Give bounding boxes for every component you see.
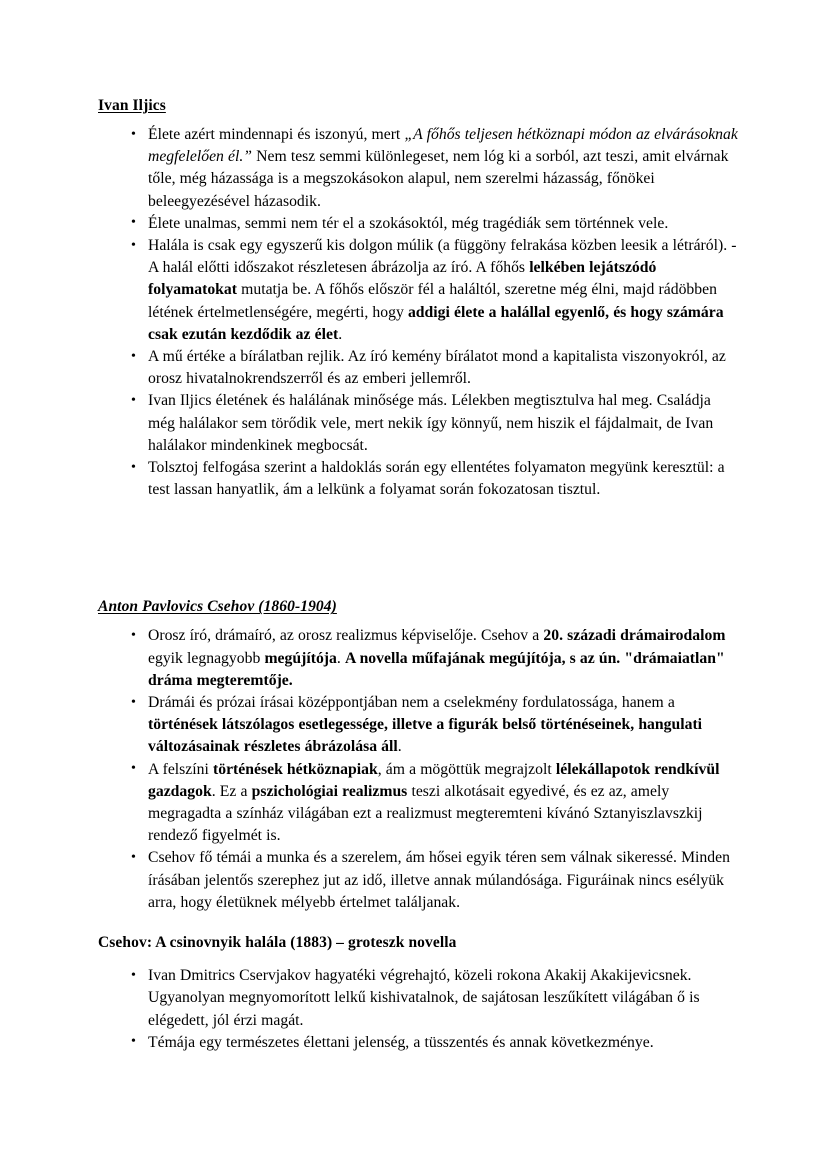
list-item xyxy=(98,213,738,235)
list-item-text: Csehov fő témái a munka és a szerelem, ám hősei egyik téren sem válnak sikeressé. Minden írásában jelentős szerephez jut az idő, illetve annak múlandósága. Figuráinak nincs esélyük arra, hogy életüknek mélyebb értelmet találjanak. xyxy=(148,849,730,911)
list-item-text: Ivan Iljics életének és halálának minősége más. Lélekben megtisztulva hal meg. Családja még halálakor sem törődik vele, mert nekik így könnyű, nem hiszik el fájdalmait, de Ivan halálakor mindenkinek megbocsát. xyxy=(148,392,714,454)
spacer xyxy=(98,617,738,625)
section-heading-ivan-iljics: Ivan Iljics xyxy=(98,97,166,114)
document-content xyxy=(98,96,738,1054)
list-item xyxy=(98,847,738,914)
list-item-text: Halála is csak egy egyszerű kis dolgon múlik (a függöny felrakása közben leesik a létráról). - A halál előtti időszakot részletesen ábrázolja az író. A főhős lelkében lejátszódó folyamatokat mutatja be. A főhős először fél a haláltól, szeretne még élni, majd rádöbben létének értelmetlenségére, megérti, hogy addigi élete a halállal egyenlő, és hogy számára csak ezután kezdődik az élet. xyxy=(148,237,737,343)
bullet-list-csehov xyxy=(98,625,738,914)
spacer xyxy=(98,116,738,124)
list-item-text: Élete unalmas, semmi nem tér el a szokásoktól, még tragédiák sem történnek vele. xyxy=(148,214,669,232)
list-item-text: Orosz író, drámaíró, az orosz realizmus képviselője. Csehov a 20. századi drámairodalom egyik legnagyobb megújítója. A novella műfajának megújítója, s az ún. "drámaiatlan" dráma megteremtője. xyxy=(148,627,726,689)
section-spacer xyxy=(98,501,738,597)
list-item-text: Témája egy természetes élettani jelenség, a tüsszentés és annak következménye. xyxy=(148,1033,654,1051)
bullet-list-ivan-iljics xyxy=(98,124,738,501)
list-item xyxy=(98,390,738,457)
list-item-text: A mű értéke a bírálatban rejlik. Az író kemény bírálatot mond a kapitalista viszonyokról, az orosz hivatalnokrendszerről és az emberi jellemről. xyxy=(148,348,726,388)
section-heading-anton-pavlovics-csehov: Anton Pavlovics Csehov (1860-1904) xyxy=(98,598,337,616)
list-item-text: Tolsztoj felfogása szerint a haldoklás során egy ellentétes folyamaton megyünk keresztül: a test lassan hanyatlik, ám a lelkünk a folyamat során fokozatosan tisztul. xyxy=(148,459,725,499)
list-item xyxy=(98,235,738,346)
spacer xyxy=(98,953,738,965)
list-item xyxy=(98,625,738,692)
sub-heading-csinovnyik-halala: Csehov: A csinovnyik halála (1883) – groteszk novella xyxy=(98,934,457,952)
list-item-text: A felszíni történések hétköznapiak, ám a mögöttük megrajzolt lélekállapotok rendkívül gazdagok. Ez a pszichológiai realizmus teszi alkotásait egyedivé, és ez az, amely megragadta a színház világában ezt a realizmust megteremteni kívánó Sztanyiszlavszkij rendező figyelmét is. xyxy=(148,760,720,845)
list-item xyxy=(98,1032,738,1054)
list-item xyxy=(98,759,738,848)
list-item-text: Ivan Dmitrics Cservjakov hagyatéki végrehajtó, közeli rokona Akakij Akakijevicsnek. Ugyanolyan megnyomorított lelkű kishivatalnok, de sajátosan leszűkített világában ő is elégedett, jól érzi magát. xyxy=(148,967,700,1029)
list-item xyxy=(98,124,738,213)
list-item xyxy=(98,346,738,390)
list-item-text: Drámái és prózai írásai középpontjában nem a cselekmény fordulatossága, hanem a történések látszólagos esetlegessége, illetve a figurák belső történéseinek, hangulati változásainak részletes ábrázolása áll. xyxy=(148,694,703,756)
list-item xyxy=(98,692,738,759)
list-item xyxy=(98,457,738,501)
bullet-list-csinovnyik xyxy=(98,965,738,1054)
spacer xyxy=(98,914,738,932)
list-item-text: Élete azért mindennapi és iszonyú, mert „A főhős teljesen hétköznapi módon az elvárásoknak megfelelően él.” Nem tesz semmi különlegeset, nem lóg ki a sorból, azt teszi, amit elvárnak tőle, még házassága is a megszokásokon alapul, nem szerelmi házasság, főnökei beleegyezésével házasodik. xyxy=(148,126,738,210)
list-item xyxy=(98,965,738,1032)
